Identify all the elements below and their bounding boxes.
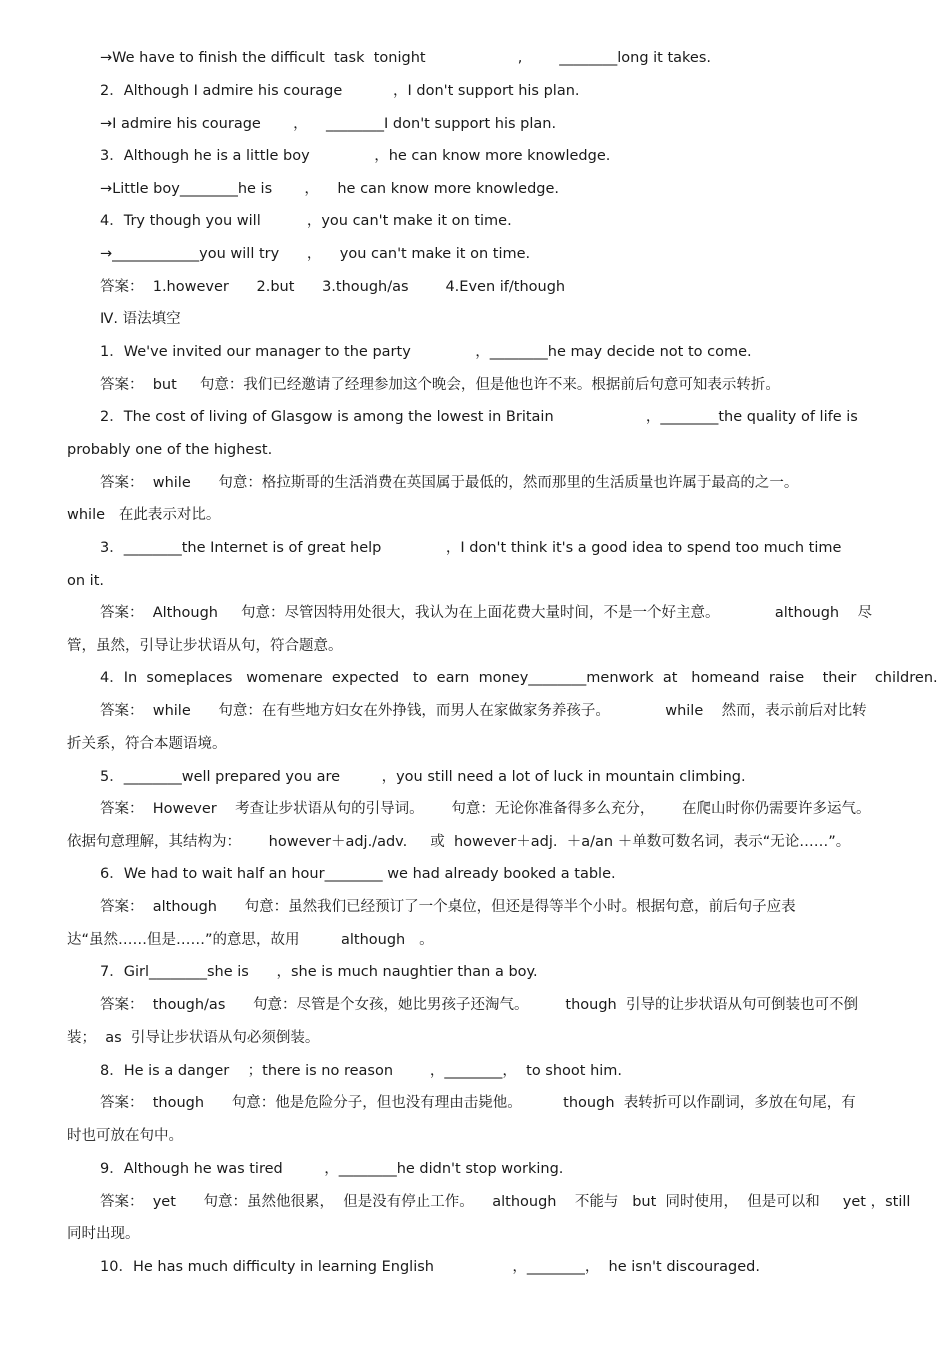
text-line: 3．________the Internet is of great help ，I don't think it's a good idea to spend too much time: [100, 540, 842, 556]
text-line: 答案： though 句意：他是危险分子，但也没有理由击毙他。 though 表转折可以作副词，多放在句尾，有: [100, 1095, 856, 1111]
text-line: 2．Although I admire his courage ，I don't support his plan.: [100, 83, 580, 99]
text-line: 1．We've invited our manager to the party ，________he may decide not to come.: [100, 344, 752, 360]
text-line: 时也可放在句中。: [67, 1128, 183, 1144]
text-line: 9．Although he was tired ，________he didn't stop working.: [100, 1161, 564, 1177]
text-line: 同时出现。: [67, 1226, 140, 1242]
text-line: 答案： though/as 句意：尽管是个女孩，她比男孩子还淘气。 though 引导的让步状语从句可倒装也可不倒: [100, 997, 858, 1013]
text-line: 答案： while 句意：格拉斯哥的生活消费在英国属于最低的，然而那里的生活质量也许属于最高的之一。: [100, 475, 799, 491]
text-line: 4．Try though you will ，you can't make it on time.: [100, 213, 512, 229]
text-line: probably one of the highest.: [67, 442, 273, 458]
text-line: 答案： Although 句意：尽管因特用处很大，我认为在上面花费大量时间，不是一个好主意。 although 尽: [100, 605, 873, 621]
text-line: 答案： while 句意：在有些地方妇女在外挣钱，而男人在家做家务养孩子。 while 然而，表示前后对比转: [100, 703, 867, 719]
text-line: 答案： However 考查让步状语从句的引导词。 句意：无论你准备得多么充分， 在爬山时你仍需要许多运气。: [100, 801, 871, 817]
text-line: →I admire his courage ， ________I don't support his plan.: [100, 116, 557, 132]
text-line: 6．We had to wait half an hour________ we had already booked a table.: [100, 866, 616, 882]
text-line: →We have to finish the difficult task tonight , ________long it takes.: [100, 50, 711, 66]
text-line: 管，虽然，引导让步状语从句，符合题意。: [67, 638, 343, 654]
text-line: 2．The cost of living of Glasgow is among the lowest in Britain ，________the quality of life is: [100, 409, 858, 425]
text-line: 8．He is a danger ；there is no reason ，________， to shoot him.: [100, 1063, 623, 1079]
text-line: 4．In someplaces womenare expected to earn money________menwork at homeand raise their children.: [100, 670, 938, 686]
text-line: Ⅳ. 语法填空: [100, 311, 181, 327]
text-line: while 在此表示对比。: [67, 507, 221, 523]
text-line: 答案： although 句意：虽然我们已经预订了一个桌位，但还是得等半个小时。根据句意，前后句子应表: [100, 899, 796, 915]
text-line: 答案： 1.however 2.but 3.though/as 4.Even if/though: [100, 279, 566, 295]
text-line: →____________you will try ， you can't make it on time.: [100, 246, 531, 262]
text-line: 答案： but 句意：我们已经邀请了经理参加这个晚会，但是他也许不来。根据前后句意可知表示转折。: [100, 377, 780, 393]
text-line: 依据句意理解，其结构为： however＋adj./adv. 或 however＋adj. ＋a/an ＋单数可数名词，表示“无论……”。: [67, 834, 851, 850]
text-line: 装； as 引导让步状语从句必须倒装。: [67, 1030, 320, 1046]
text-line: 达“虽然……但是……”的意思，故用 although 。: [67, 932, 434, 948]
text-line: on it.: [67, 573, 104, 589]
text-line: 答案： yet 句意：虽然他很累， 但是没有停止工作。 although 不能与 but 同时使用， 但是可以和 yet ，still: [100, 1194, 911, 1210]
text-line: 7．Girl________she is ，she is much naughtier than a boy.: [100, 964, 538, 980]
text-line: 5．________well prepared you are ，you still need a lot of luck in mountain climbing.: [100, 769, 746, 785]
text-line: 3．Although he is a little boy ，he can know more knowledge.: [100, 148, 611, 164]
text-line: 折关系，符合本题语境。: [67, 736, 227, 752]
text-line: 10．He has much difficulty in learning English ，________， he isn't discouraged.: [100, 1259, 760, 1275]
text-line: →Little boy________he is ， he can know more knowledge.: [100, 181, 560, 197]
